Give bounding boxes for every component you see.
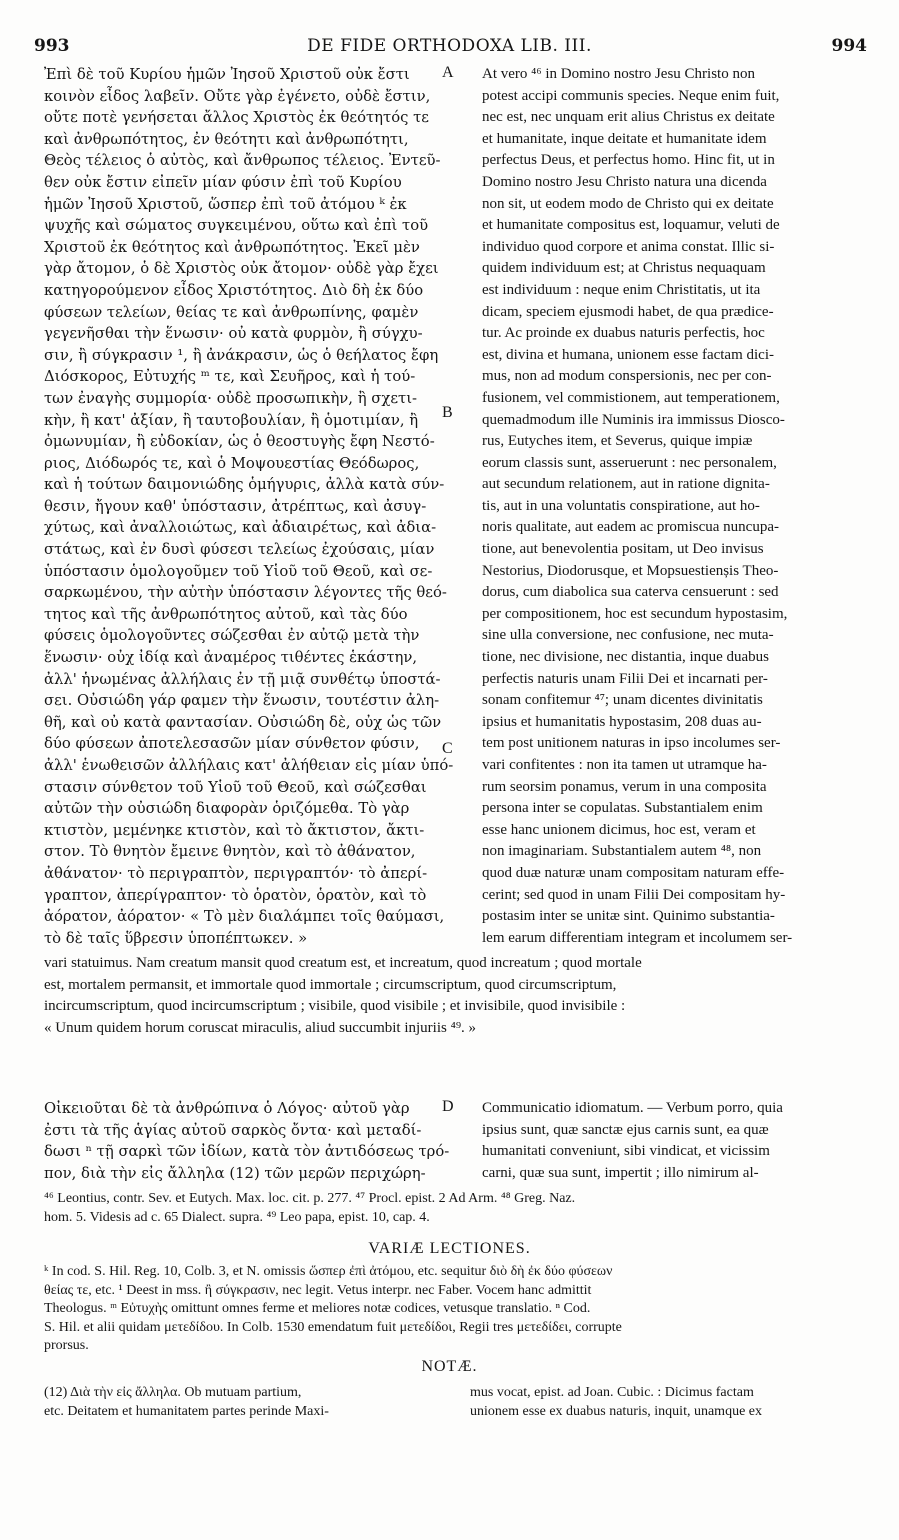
latin-line: noris qualitate, aut eadem ac promiscua nuncupa- — [482, 519, 779, 536]
greek-line: στάτως, καὶ ἐν δυσὶ φύσεσι τελείως ἐχούσαις, μίαν — [44, 541, 435, 559]
latin-line: per compositionem, hoc est secundum hypostasim, — [482, 605, 788, 622]
latin-line: persona inter se copulatas. Substantialem enim — [482, 800, 763, 817]
greek-line: καὶ ἡ τούτων δαιμονιώδης ὁμήγυρις, ἀλλὰ κατὰ σύν- — [44, 476, 445, 494]
page-number-left: 993 — [34, 36, 70, 56]
greek-line: ἀλλ' ἑνωθεισῶν ἀλλήλαις κατ' ἀλήθειαν εἰς μίαν ὑπό- — [44, 757, 454, 774]
latin-column — [482, 64, 866, 949]
variae-line: Theologus. ᵐ Εὐτυχὴς omittunt omnes ferme et meliores notæ codices, vetusque translatio. ⁿ Cod. — [44, 1301, 591, 1316]
latin-line: At vero ⁴⁶ in Domino nostro Jesu Christo non — [482, 66, 755, 82]
greek-line: ψυχῆς καὶ σώματος συγκειμένου, οὕτω καὶ ἐπὶ τοῦ — [44, 217, 429, 235]
latin-line: sine ulla conversione, nec confusione, nec muta- — [482, 627, 774, 644]
greek-line: τὸ δὲ ταῖς ὕβρεσιν ὑποπέπτωκεν. » — [44, 929, 308, 947]
latin-line: quidem individuum est; at Christus nequaquam — [482, 260, 766, 277]
latin-line: ipsius et humanitatis hypostasim, 208 duas au- — [482, 713, 762, 730]
full-width-line: vari statuimus. Nam creatum mansit quod creatum est, et increatum, quod increatum ; quod mortale — [44, 955, 642, 971]
variae-line: ᵏ In cod. S. Hil. Reg. 10, Colb. 3, et N. omissis ὥσπερ ἐπὶ ἀτόμου, etc. sequitur διὸ δὴ ἐκ δύο φύσεων — [44, 1264, 613, 1279]
notae-line: (12) Διὰ τὴν εἰς ἄλληλα. Ob mutuam partium, — [44, 1385, 302, 1400]
greek-line: Ἐπὶ δὲ τοῦ Κυρίου ἡμῶν Ἰησοῦ Χριστοῦ οὐκ ἔστι — [44, 66, 410, 83]
latin-line: lem earum differentiam integram et incolumem ser- — [482, 929, 793, 946]
greek-line: Θεὸς τέλειος ὁ αὐτὸς, καὶ ἄνθρωπος τέλειος. Ἐντεῦ- — [44, 152, 441, 170]
greek-line: κτιστὸν, μεμένηκε κτιστὸν, καὶ τὸ ἄκτιστον, ἄκτι- — [44, 821, 425, 839]
latin-line: tis, aut in una voluntatis conspiratione, aut ho- — [482, 497, 760, 514]
latin-line: fusionem, vel commistionem, aut temperationem, — [482, 389, 780, 406]
greek-line: Χριστοῦ ἐκ θεότητος καὶ ἀνθρωπότητος. Ἐκεῖ μὲν — [44, 238, 420, 256]
full-width-line: est, mortalem permansit, et immortale quod immortale ; circumscriptum, quod circumscriptum, — [44, 976, 617, 993]
latin-line: tione, nec divisione, nec distantia, inque duabus — [482, 649, 770, 666]
latin-line: non sit, ut eodem modo de Christo qui ex deitate — [482, 195, 774, 212]
greek-line: ὁμωνυμίαν, ἢ εὐδοκίαν, ὡς ὁ θεοστυγὴς ἔφη Νεστό- — [44, 433, 435, 451]
notae-line: etc. Deitatem et humanitatem partes perinde Maxi- — [44, 1403, 329, 1419]
greek-line: ἀόρατον, ἀόρατον· « Τὸ μὲν διαλάμπει τοῖς θαύμασι, — [44, 908, 445, 926]
full-width-latin — [44, 953, 870, 1039]
greek-line: στασιν σύνθετον τοῦ Υἱοῦ τοῦ Θεοῦ, καὶ σώζεσθαι — [44, 778, 427, 796]
latin-line: est individuum : neque enim Christitatis, ut ita — [482, 281, 761, 298]
latin-line: perfectus Deus, et perfectus homo. Hinc fit, ut in — [482, 152, 775, 169]
latin-line: cerint; sed quod in unam Filii Dei compositam hy- — [482, 886, 786, 903]
latin-line: Domino nostro Jesu Christo natura una dicenda — [482, 173, 767, 190]
full-width-line: incircumscriptum, quod incircumscriptum ; visibile, quod visibile ; et invisibile, quod invisibile : — [44, 998, 626, 1015]
latin-line: est, divina et humana, unionem esse factam dici- — [482, 346, 774, 363]
greek-line: Διόσκορος, Εὐτυχής ᵐ τε, καὶ Σευῆρος, καὶ ἡ τού- — [44, 368, 416, 386]
latin-line: eorum classis sunt, asseruerunt : nec personalem, — [482, 454, 777, 471]
latin-line: tur. Ac proinde ex duabus naturis perfectis, hoc — [482, 325, 765, 342]
notae-left-column — [44, 1384, 454, 1421]
latin-line: carni, quæ sua sunt, impertit ; illo nimirum al- — [482, 1164, 759, 1181]
greek-line: καὶ ἀνθρωπότητος, ἐν θεότητι καὶ ἀνθρωπότητι, — [44, 130, 409, 148]
full-width-line: « Unum quidem horum coruscat miraculis, aliud succumbit injuriis ⁴⁹. » — [44, 1019, 477, 1036]
latin-line: vari confitentes : non ita tamen ut utramque ha- — [482, 757, 767, 773]
notae-heading: NOTÆ. — [421, 1358, 478, 1375]
greek-line: ἡμῶν Ἰησοῦ Χριστοῦ, ὥσπερ ἐπὶ τοῦ ἀτόμου ᵏ ἐκ — [44, 195, 407, 213]
greek-line: φύσεων τελείων, θείας τε καὶ ἀνθρωπίνης, φαμὲν — [44, 303, 419, 321]
greek-column-continued — [44, 1098, 454, 1184]
greek-line: ἐστι τὰ τῆς ἁγίας αὐτοῦ σαρκὸς ὄντα· καὶ μεταδί- — [44, 1121, 422, 1139]
greek-line: χύτως, καὶ ἀναλλοιώτως, καὶ ἀδιαιρέτως, καὶ ἀδια- — [44, 519, 437, 537]
greek-line: πον, διὰ τὴν εἰς ἄλληλα (12) τῶν μερῶν περιχώρη- — [44, 1164, 426, 1182]
notae-right-column — [470, 1384, 870, 1421]
latin-line: humanitati conveniunt, sibi vindicat, et vicissim — [482, 1143, 770, 1160]
greek-column — [44, 64, 454, 949]
latin-line: quemadmodum ille Numinis ira immissus Diosco- — [482, 411, 785, 428]
latin-line: esse hanc unionem dicimus, hoc est, veram et — [482, 821, 756, 838]
latin-line: et humanitate compositus est, loquamur, veluti de — [482, 217, 780, 234]
latin-line: non imaginariam. Substantialem autem ⁴⁸, non — [482, 843, 762, 860]
running-head: DE FIDE ORTHODOXA LIB. III. — [307, 36, 592, 56]
variae-line: θείας τε, etc. ¹ Deest in mss. ἢ σύγκρασιν, nec legit. Vetus interpr. nec Faber. Vocem hanc admittit — [44, 1282, 592, 1298]
latin-line: dicam, speciem ejusmodi habet, de qua prædice- — [482, 303, 774, 320]
latin-line: dorus, cum diabolica sua caterva censuerunt : sed — [482, 584, 779, 601]
greek-line: δωσι ⁿ τῇ σαρκὶ τῶν ἰδίων, κατὰ τὸν ἀντιδόσεως τρό- — [44, 1143, 450, 1161]
greek-line: ἕνωσιν· οὐχ ἰδίᾳ καὶ ἀναμέρος τιθέντες ἑκάστην, — [44, 649, 418, 667]
greek-line: τητος καὶ τῆς ἀνθρωπότητος αὐτοῦ, καὶ τὰς δύο — [44, 605, 408, 623]
variae-lectiones-heading: VARIÆ LECTIONES. — [368, 1240, 531, 1257]
greek-line: φύσεις ὁμολογοῦντες σώζεσθαι ἐν αὐτῷ μετὰ τὴν — [44, 627, 420, 645]
greek-line: σιν, ἢ σύγκρασιν ¹, ἢ ἀνάκρασιν, ὡς ὁ θεήλατος ἔφη — [44, 346, 439, 364]
latin-line: individuo quod corpore et anima constat. Illic si- — [482, 238, 775, 255]
greek-line: οὔτε ποτὲ γενήσεται ἄλλος Χριστὸς ἐκ θεότητός τε — [44, 109, 429, 127]
latin-line: Communicatio idiomatum. — Verbum porro, quia — [482, 1100, 783, 1116]
greek-line: κὴν, ἢ κατ' ἀξίαν, ἢ ταυτοβουλίαν, ἢ ὁμοτιμίαν, ἢ — [44, 411, 419, 429]
margin-marker-a: A — [442, 64, 454, 81]
greek-line: στον. Τὸ θνητὸν ἔμεινε θνητὸν, καὶ τὸ ἀθάνατον, — [44, 843, 416, 861]
latin-line: Nestorius, Diodorusque, et Mopsuestienșis Theo- — [482, 562, 779, 579]
greek-line: σει. Οὐσιώδη γάρ φαμεν τὴν ἕνωσιν, τουτέστιν ἀλη- — [44, 692, 440, 710]
notae-line: mus vocat, epist. ad Joan. Cubic. : Dicimus factam — [470, 1385, 754, 1400]
greek-line: ἀθάνατον· τὸ περιγραπτὸν, περιγραπτόν· τὸ ἀπερί- — [44, 864, 428, 882]
latin-line: tem post unitionem naturas in ipso incolumes ser- — [482, 735, 781, 752]
footnote-line: ⁴⁶ Leontius, contr. Sev. et Eutych. Max. loc. cit. p. 277. ⁴⁷ Procl. epist. 2 Ad Arm. ⁴⁸ Greg. Naz. — [44, 1191, 576, 1206]
greek-line: κατηγορούμενον εἶδος Χριστότητος. Διὸ δὴ ἐκ δύο — [44, 281, 424, 299]
variae-line: S. Hil. et alii quidam μετεδίδου. In Colb. 1530 emendatum fuit μετεδίδοι, Regii tres μετεδίδει, corrupte — [44, 1319, 622, 1335]
footnote-line: hom. 5. Videsis ad c. 65 Dialect. supra. ⁴⁹ Leo papa, epist. 10, cap. 4. — [44, 1209, 430, 1225]
latin-line: rus, Eutyches item, et Severus, quique impiæ — [482, 433, 753, 450]
greek-line: δύο φύσεων ἀποτελεσασῶν μίαν σύνθετον φύσιν, — [44, 735, 420, 753]
margin-marker-b: B — [442, 404, 453, 421]
latin-line: postasim inter se unitæ sint. Quinimo substantia- — [482, 908, 775, 925]
latin-line: rum seorsim ponamus, verum in una composita — [482, 778, 767, 795]
greek-line: ὑπόστασιν ὁμολογοῦμεν τοῦ Υἱοῦ τοῦ Θεοῦ, καὶ σε- — [44, 562, 433, 580]
notae-line: unionem esse ex duabus naturis, inquit, unamque ex — [470, 1403, 762, 1419]
greek-line: Οἰκειοῦται δὲ τὰ ἀνθρώπινα ὁ Λόγος· αὐτοῦ γὰρ — [44, 1100, 410, 1117]
greek-line: σαρκωμένου, τὴν αὐτὴν ὑπόστασιν λέγοντες τῆς θεό- — [44, 584, 447, 602]
latin-line: aut secundum relationem, aut in ratione dignita- — [482, 476, 770, 493]
page-number-right: 994 — [831, 36, 867, 56]
latin-column-continued — [482, 1098, 866, 1184]
margin-marker-d: D — [442, 1098, 454, 1115]
latin-line: et humanitate, inque deitate et humanitate idem — [482, 130, 767, 147]
variae-line: prorsus. — [44, 1338, 89, 1353]
latin-line: perfectis naturis unam Filii Dei et incarnati per- — [482, 670, 768, 687]
greek-line: ἀλλ' ἡνωμένας ἀλλήλαις ἐν τῇ μιᾷ συνθέτῳ ὑποστά- — [44, 670, 441, 688]
greek-line: των ἐναγὴς συμμορία· οὐδὲ προσωπικὴν, ἢ σχετι- — [44, 389, 417, 407]
latin-line: ipsius sunt, quæ sanctæ ejus carnis sunt, ea quæ — [482, 1121, 769, 1138]
footnotes — [44, 1190, 870, 1227]
greek-line: θῆ, καὶ οὐ κατὰ φαντασίαν. Οὐσιώδη δὲ, οὐχ ὡς τῶν — [44, 713, 442, 731]
greek-line: αὐτῶν τὴν οὐσιώδη διαφορὰν ὁριζόμεθα. Τὸ γὰρ — [44, 800, 410, 818]
latin-line: tione, aut benevolentia positam, ut Deo invisus — [482, 541, 764, 558]
latin-line: sonam confitemur ⁴⁷; unam dicentes divinitatis — [482, 692, 763, 709]
latin-line: quod duæ naturæ unam compositam naturam effe- — [482, 864, 785, 881]
variae-lectiones — [44, 1263, 870, 1356]
greek-line: θεσιν, ἤγουν καθ' ὑπόστασιν, ἀτρέπτως, καὶ ἀσυγ- — [44, 497, 427, 515]
greek-line: γεγενῆσθαι τὴν ἕνωσιν· οὐ κατὰ φυρμὸν, ἢ σύγχυ- — [44, 325, 423, 343]
latin-line: potest accipi communis species. Neque enim fuit, — [482, 87, 780, 104]
greek-line: θεν οὐκ ἔστιν εἰπεῖν μίαν φύσιν ἐπὶ τοῦ Κυρίου — [44, 173, 402, 191]
latin-line: nec est, nec unquam erit alius Christus ex deitate — [482, 109, 775, 126]
latin-line: mus, non ad modum conspersionis, nec per con- — [482, 368, 772, 385]
greek-line: ριος, Διόδωρός τε, καὶ ὁ Μοψουεστίας Θεόδωρος, — [44, 454, 420, 472]
margin-marker-c: C — [442, 740, 453, 757]
greek-line: γραπτον, ἀπερίγραπτον· τὸ ὁρατὸν, ὁρατὸν, καὶ τὸ — [44, 886, 427, 904]
greek-line: κοινὸν εἶδος λαβεῖν. Οὔτε γὰρ ἐγένετο, οὐδὲ ἔστιν, — [44, 87, 431, 105]
greek-line: γὰρ ἄτομον, ὁ δὲ Χριστὸς οὐκ ἄτομον· οὐδὲ γὰρ ἔχει — [44, 260, 439, 278]
